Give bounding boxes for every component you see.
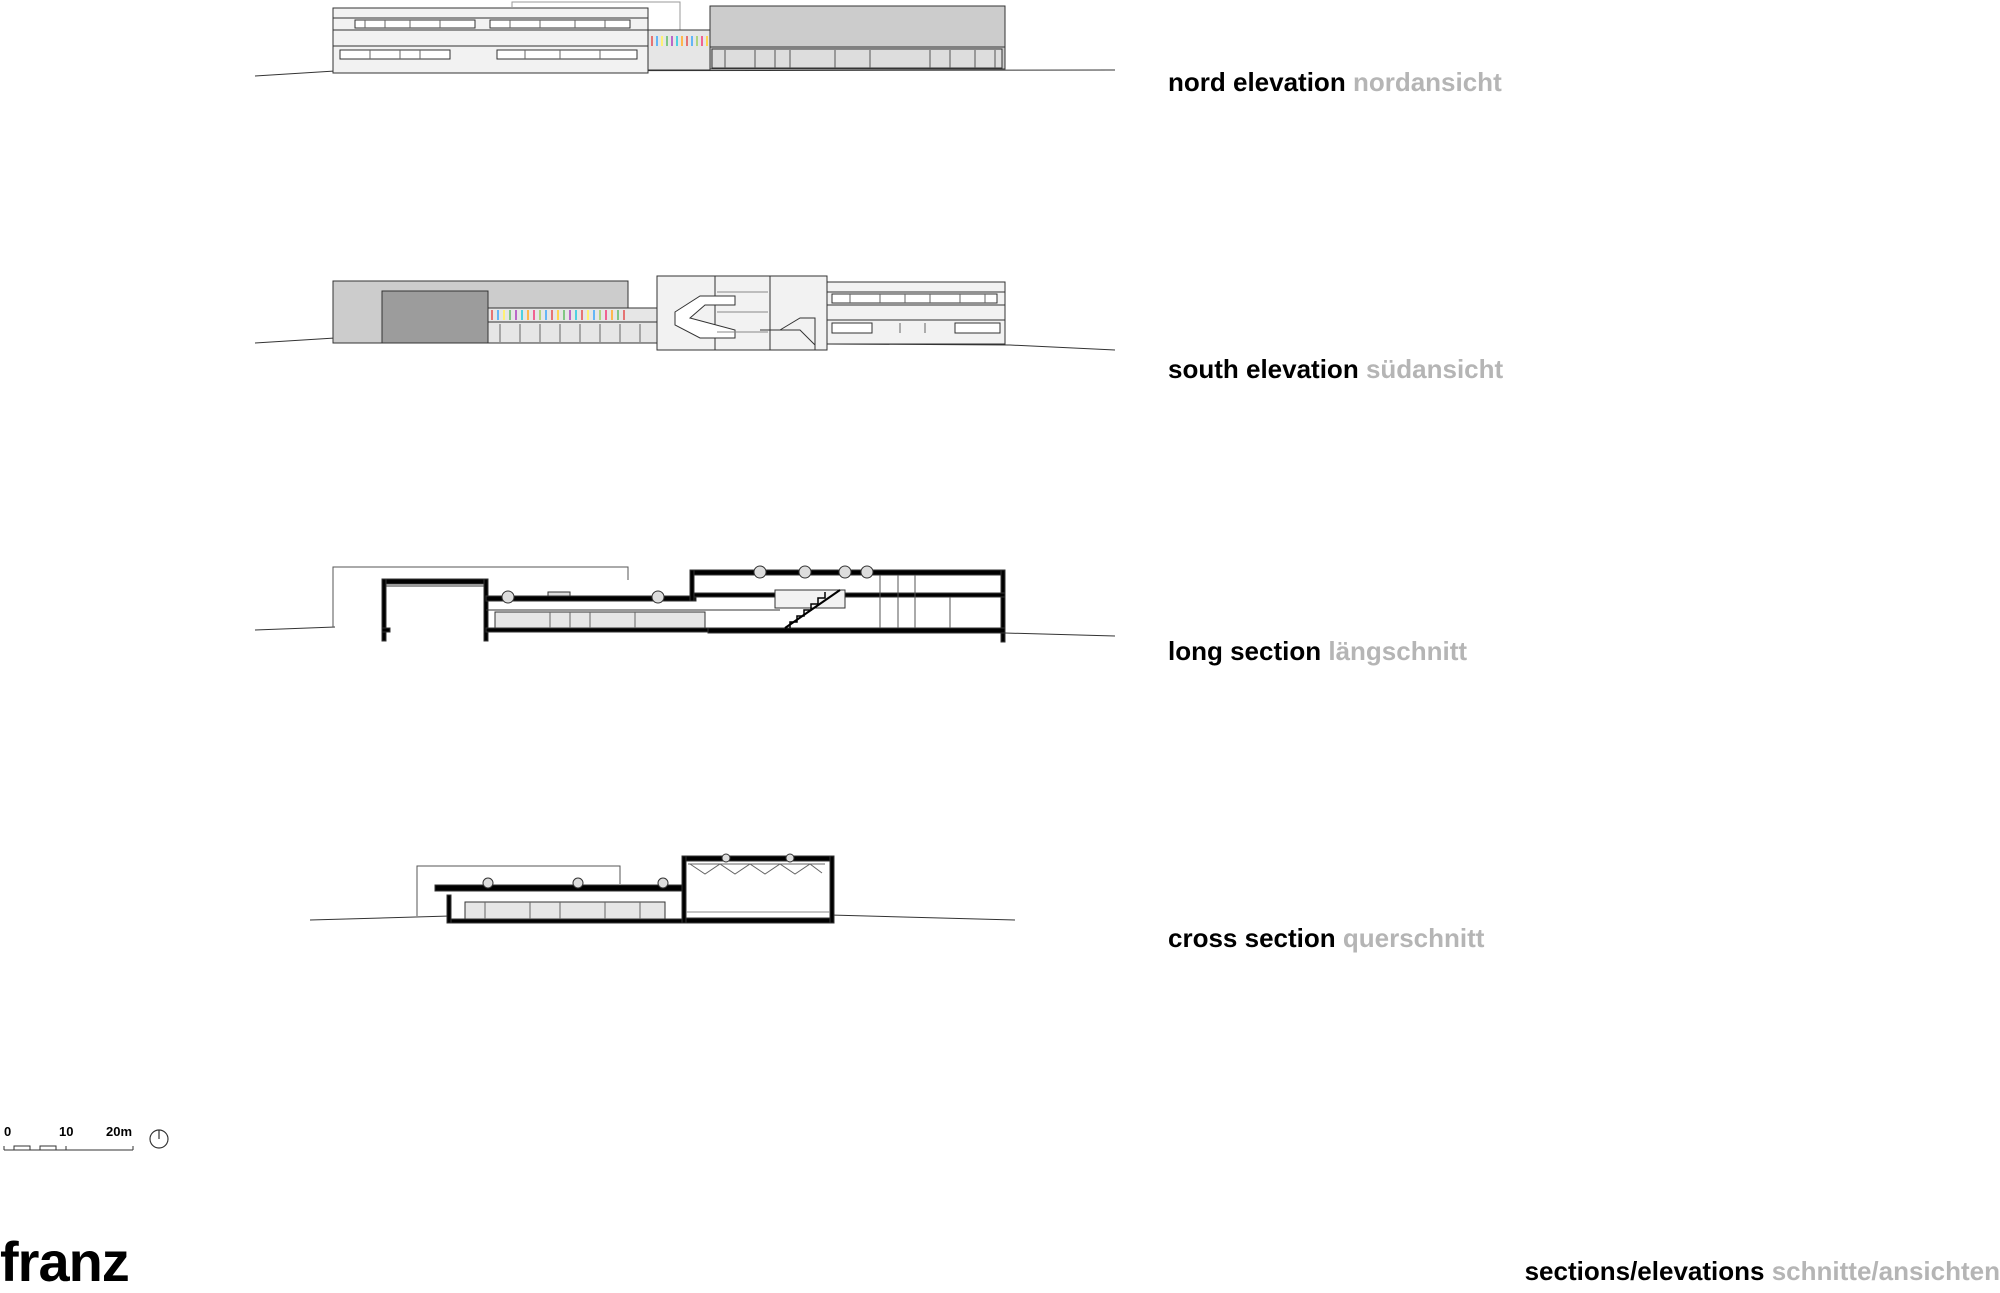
long-section-title-de: längschnitt: [1328, 636, 1468, 666]
cross-section-label: [1168, 923, 1484, 954]
cross-section-drawing: [310, 854, 1015, 923]
scale-tick-20: 20m: [106, 1124, 133, 1139]
north-elevation-title-de: nordansicht: [1352, 67, 1502, 97]
long-section-drawing: [255, 566, 1115, 642]
south-elevation-title-de: südansicht: [1365, 354, 1504, 384]
north-elevation-title: nord elevation: [1168, 67, 1346, 97]
sheet-title-de: schnitte/ansichten: [1771, 1256, 2000, 1286]
sheet-title: [1525, 1256, 2000, 1287]
scale-tick-10: 10: [59, 1124, 74, 1139]
scale-bar: [4, 1146, 133, 1150]
cross-section-title: cross section: [1168, 923, 1336, 953]
long-section-title: long section: [1168, 636, 1322, 666]
sheet-title-en: sections/elevations: [1524, 1256, 1765, 1286]
south-elevation-drawing: [255, 276, 1115, 350]
north-elevation-label: [1168, 67, 1502, 98]
scale-tick-0: 0: [4, 1124, 12, 1139]
north-elevation-drawing: [255, 2, 1115, 76]
south-elevation-label: [1168, 354, 1503, 385]
long-section-label: [1168, 636, 1467, 667]
south-elevation-title: south elevation: [1168, 354, 1359, 384]
cross-section-title-de: querschnitt: [1342, 923, 1485, 953]
franz-logo: franz: [0, 1230, 129, 1293]
north-arrow-icon: [150, 1130, 168, 1148]
